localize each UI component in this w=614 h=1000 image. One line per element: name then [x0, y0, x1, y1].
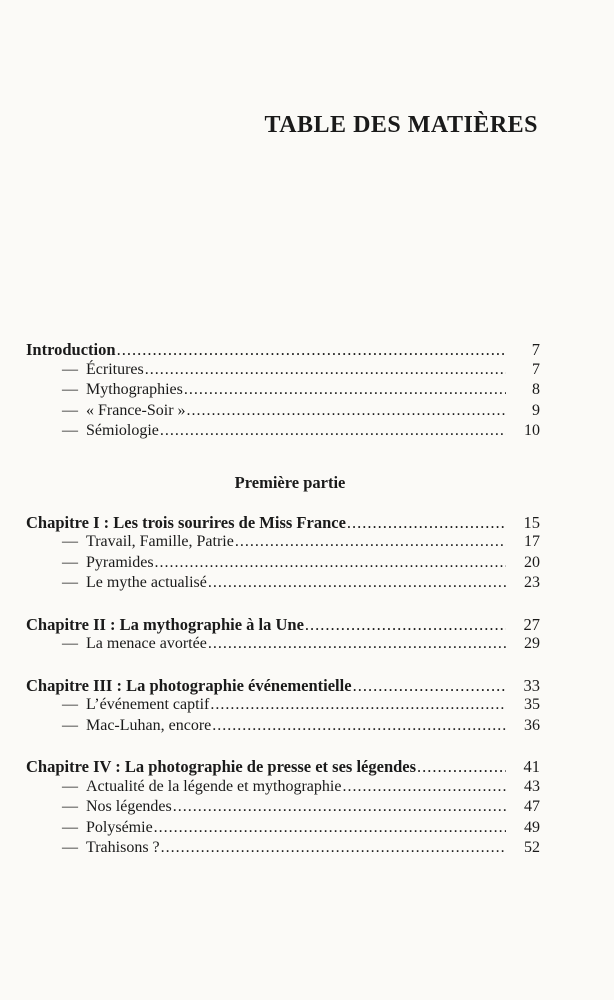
toc-chapter-4[interactable]	[26, 757, 540, 778]
dash: —	[62, 422, 78, 439]
page-number: 27	[523, 614, 540, 634]
page-number: 17	[524, 533, 540, 550]
dash: —	[62, 401, 78, 419]
dot-leader	[117, 340, 506, 360]
page-number: 20	[524, 553, 540, 571]
dot-leader	[342, 778, 506, 796]
dot-leader	[347, 513, 506, 533]
toc-subentry[interactable]	[26, 533, 540, 554]
entry-title: Chapitre IV : La photographie de presse et ses légendes	[26, 757, 417, 776]
page-number: 47	[524, 798, 540, 815]
entry-title: Nos légendes	[86, 798, 172, 815]
toc-subentry[interactable]	[26, 361, 540, 382]
page-number: 9	[532, 401, 540, 419]
entry-title: Mythographies	[86, 381, 183, 398]
dot-leader	[187, 402, 506, 420]
toc-subentry[interactable]	[26, 798, 540, 819]
toc-chapter-1[interactable]	[26, 513, 540, 534]
dot-leader	[184, 381, 506, 399]
toc-subentry[interactable]	[26, 696, 540, 717]
dash: —	[62, 553, 78, 571]
entry-title: Polysémie	[86, 818, 153, 836]
toc-subentry[interactable]	[26, 819, 540, 840]
dash: —	[62, 696, 78, 713]
toc-subentry[interactable]	[26, 381, 540, 402]
page-number: 29	[524, 635, 540, 652]
dot-leader	[154, 819, 506, 837]
dot-leader	[305, 615, 506, 635]
entry-title: Écritures	[86, 360, 144, 378]
page-number: 36	[524, 716, 540, 734]
dot-leader	[212, 717, 506, 735]
dot-leader	[155, 554, 506, 572]
dot-leader	[145, 361, 506, 379]
page-number: 8	[532, 381, 540, 398]
page-number: 15	[523, 512, 540, 532]
dot-leader	[161, 839, 506, 857]
page-number: 43	[524, 777, 540, 795]
page-number: 49	[524, 818, 540, 836]
toc-subentry[interactable]	[26, 574, 540, 595]
toc-chapter-2[interactable]	[26, 615, 540, 636]
page-number: 7	[532, 360, 540, 378]
dot-leader	[160, 422, 506, 440]
toc-subentry[interactable]	[26, 635, 540, 656]
toc-entry-introduction[interactable]	[26, 340, 540, 361]
dot-leader	[417, 757, 506, 777]
table-of-contents	[26, 340, 540, 860]
entry-title: Sémiologie	[86, 422, 159, 439]
page-title: TABLE DES MATIÈRES	[264, 112, 538, 138]
entry-title: Travail, Famille, Patrie	[86, 533, 234, 550]
entry-title: L’événement captif	[86, 696, 210, 713]
toc-chapter-3[interactable]	[26, 676, 540, 697]
dash: —	[62, 716, 78, 734]
dash: —	[62, 574, 78, 591]
dot-leader	[353, 676, 506, 696]
page-number: 35	[524, 696, 540, 713]
toc-subentry[interactable]	[26, 717, 540, 738]
page-number: 23	[524, 574, 540, 591]
page-number: 7	[531, 340, 540, 359]
entry-title: Pyramides	[86, 553, 154, 571]
dot-leader	[210, 696, 506, 714]
dash: —	[62, 381, 78, 398]
dash: —	[62, 533, 78, 550]
toc-subentry[interactable]	[26, 839, 540, 860]
dot-leader	[208, 574, 506, 592]
entry-title: Mac-Luhan, encore	[86, 716, 212, 734]
entry-title: Introduction	[26, 340, 116, 359]
toc-subentry[interactable]	[26, 554, 540, 575]
dash: —	[62, 777, 78, 795]
part-title: Première partie	[234, 472, 346, 492]
page-number: 52	[524, 839, 540, 856]
toc-subentry[interactable]	[26, 778, 540, 799]
page-number: 33	[523, 675, 540, 695]
entry-title: Chapitre III : La photographie événementielle	[26, 675, 352, 695]
dash: —	[62, 818, 78, 836]
entry-title: Le mythe actualisé	[86, 574, 207, 591]
dash: —	[62, 635, 78, 652]
dash: —	[62, 360, 78, 378]
entry-title: Chapitre I : Les trois sourires de Miss France	[26, 512, 346, 532]
entry-title: Actualité de la légende et mythographie	[86, 777, 342, 795]
dash: —	[62, 798, 78, 815]
dash: —	[62, 839, 78, 856]
entry-title: La menace avortée	[86, 635, 207, 652]
dot-leader	[235, 533, 506, 551]
entry-title: Trahisons ?	[86, 839, 160, 856]
toc-subentry[interactable]	[26, 422, 540, 443]
entry-title: Chapitre II : La mythographie à la Une	[26, 614, 304, 634]
page-number: 10	[524, 422, 540, 439]
dot-leader	[208, 635, 506, 653]
entry-title: « France-Soir »	[86, 401, 186, 419]
dot-leader	[173, 798, 506, 816]
page-number: 41	[523, 757, 540, 776]
toc-subentry[interactable]	[26, 402, 540, 423]
